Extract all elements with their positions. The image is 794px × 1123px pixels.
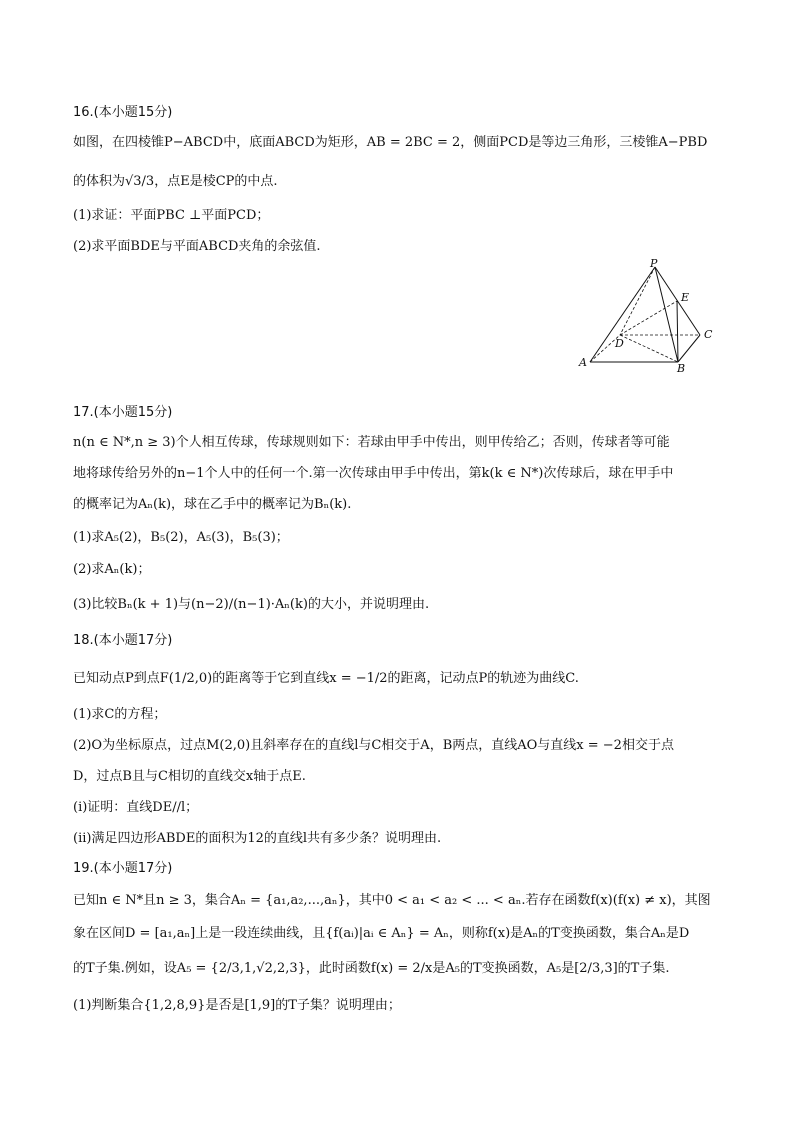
q16-header: 16.(本小题15分) (73, 105, 173, 120)
edge-pb (655, 267, 678, 362)
q17-part-3: (3)比较Bₙ(k + 1)与(n−2)/(n−1)·Aₙ(k)的大小，并说明理由. (73, 597, 430, 612)
q18-part-2-line-1: (2)O为坐标原点，过点M(2,0)且斜率存在的直线l与C相交于A，B两点，直线AO与直线x = −2相交于点 (73, 738, 674, 753)
q17-header: 17.(本小题15分) (73, 405, 173, 420)
q19-header: 19.(本小题17分) (73, 861, 173, 876)
q18-stem-line-1: 已知动点P到点F(1/2,0)的距离等于它到直线x = −1/2的距离，记动点P的轨迹为曲线C. (73, 671, 579, 686)
q18-part-2-line-2: D，过点B且与C相切的直线交x轴于点E. (73, 769, 306, 784)
q19-stem-line-3: 的T子集.例如，设A₅ = {2/3,1,√2,2,3}，此时函数f(x) = 2/x是A₅的T变换函数，A₅是[2/3,3]的T子集. (73, 961, 670, 976)
q19-stem-line-1: 已知n ∈ N*且n ≥ 3，集合Aₙ = {a₁,a₂,...,aₙ}，其中0 < a₁ < a₂ < ... < aₙ.若存在函数f(x)(f(x) ≠ x)，其图 (73, 893, 711, 908)
q17-part-1: (1)求A₅(2)，B₅(2)，A₅(3)，B₅(3)； (73, 530, 289, 545)
pyramid-figure (570, 255, 720, 375)
segment-eb (677, 301, 678, 362)
q18-sub-2: (ii)满足四边形ABDE的面积为12的直线l共有多少条？说明理由. (73, 831, 442, 846)
label-e: E (681, 291, 690, 304)
label-c: C (704, 328, 713, 341)
q18-part-1: (1)求C的方程； (73, 707, 167, 722)
q17-stem-line-1: n(n ∈ N*,n ≥ 3)个人相互传球，传球规则如下：若球由甲手中传出，则甲传给乙；否则，传球者等可能 (73, 435, 670, 450)
q16-stem-line-2: 的体积为√3/3，点E是棱CP的中点. (73, 174, 278, 189)
label-a: A (579, 356, 587, 369)
label-p: P (650, 257, 658, 270)
q16-part-2: (2)求平面BDE与平面ABCD夹角的余弦值. (73, 239, 321, 254)
q17-stem-line-2: 地将球传给另外的n−1个人中的任何一个.第一次传球由甲手中传出，第k(k ∈ N*)次传球后，球在甲手中 (73, 466, 674, 481)
q16-stem-line-1: 如图，在四棱锥P−ABCD中，底面ABCD为矩形，AB = 2BC = 2，侧面PCD是等边三角形，三棱锥A−PBD (73, 135, 708, 150)
edge-bc (678, 335, 700, 362)
q18-sub-1: (i)证明：直线DE//l； (73, 800, 199, 815)
label-d: D (615, 337, 624, 350)
q19-part-1: (1)判断集合{1,2,8,9}是否是[1,9]的T子集？说明理由； (73, 998, 401, 1013)
q19-stem-line-2: 象在区间D = [a₁,aₙ]上是一段连续曲线，且{f(aᵢ)|aᵢ ∈ Aₙ} = Aₙ，则称f(x)是Aₙ的T变换函数，集合Aₙ是D (73, 926, 690, 941)
label-b: B (677, 362, 686, 375)
segment-db (620, 335, 678, 362)
q16-part-1: (1)求证：平面PBC ⊥平面PCD； (73, 208, 270, 223)
q17-part-2: (2)求Aₙ(k)； (73, 562, 151, 577)
q17-stem-line-3: 的概率记为Aₙ(k)，球在乙手中的概率记为Bₙ(k). (73, 497, 352, 512)
q18-header: 18.(本小题17分) (73, 633, 173, 648)
